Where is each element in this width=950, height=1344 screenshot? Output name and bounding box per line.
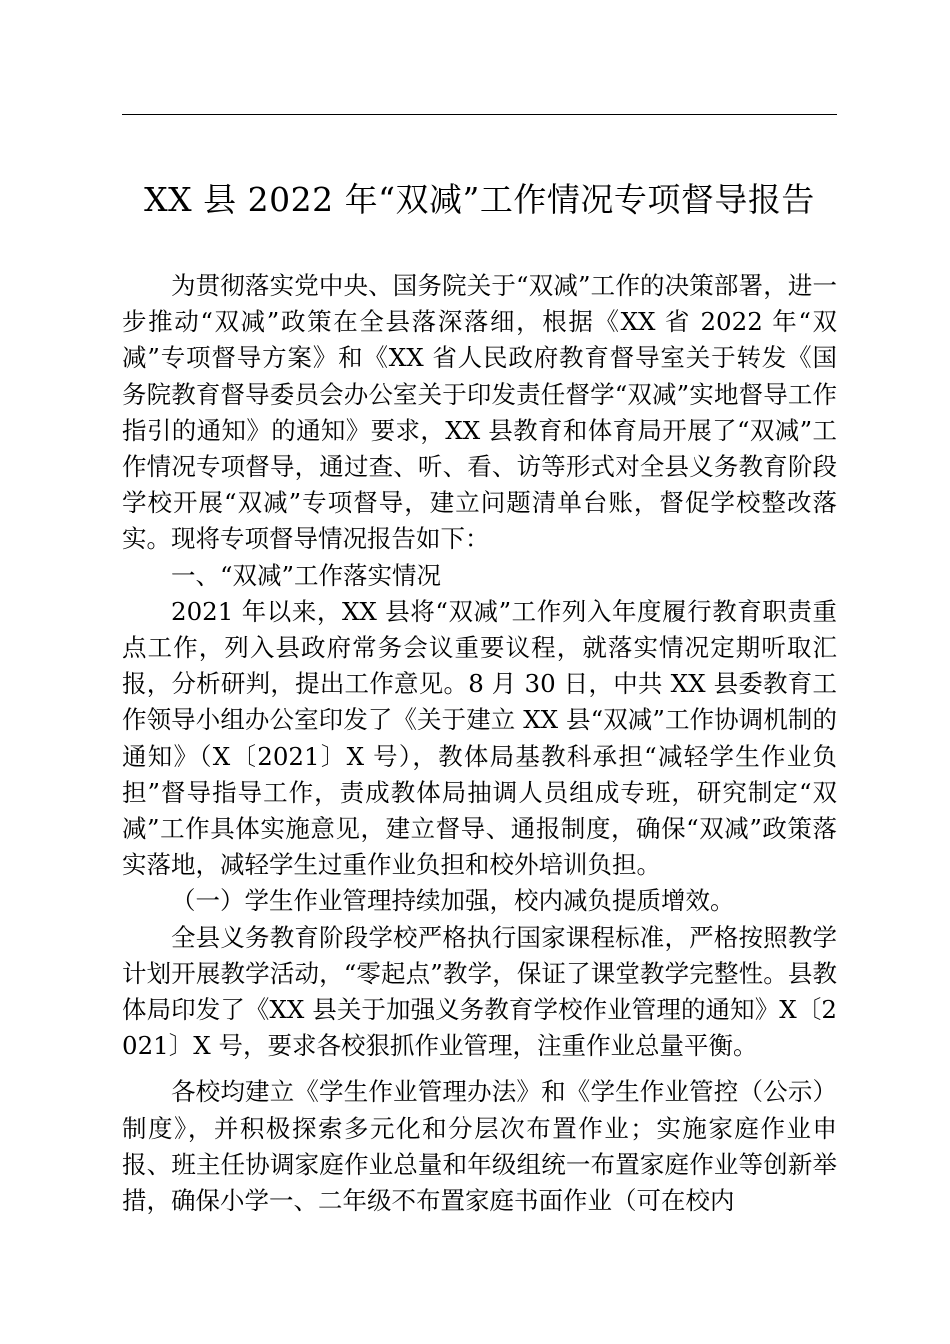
section-heading-1: 一、“双减”工作落实情况: [171, 560, 442, 590]
intro-paragraph: 为贯彻落实党中央、国务院关于“双减”工作的决策部署，进一步推动“双减”政策在全县落深落细，根据《XX 省 2022 年“双减”专项督导方案》和《XX 省人民政府教育督导室关于转发《国务院教育督导委员会办公室关于印发责任督学“双减”实地督导工作指引的通知》的通知》要求，XX 县教育和体育局开展了“双减”工作情况专项督导，通过查、听、看、访等形式对全县义务教育阶段学校开展“双减”专项督导，建立问题清单台账，督促学校整改落实。现将专项督导情况报告如下：: [122, 271, 837, 554]
body-paragraph: 各校均建立《学生作业管理办法》和《学生作业管控（公示）制度》，并积极探索多元化和分层次布置作业；实施家庭作业申报、班主任协调家庭作业总量和年级组统一布置家庭作业等创新举措，确保小学一、二年级不布置家庭书面作业（可在校内: [122, 1077, 837, 1216]
subsection-heading-1: （一）学生作业管理持续加强，校内减负提质增效。: [171, 886, 735, 916]
document-body: [122, 268, 837, 1219]
document-title: XX 县 2022 年“双减”工作情况专项督导报告: [144, 180, 815, 219]
body-paragraph: 2021 年以来，XX 县将“双减”工作列入年度履行教育职责重点工作，列入县政府常务会议重要议程，就落实情况定期听取汇报，分析研判，提出工作意见。8 月 30 日，中共 XX 县委教育工作领导小组办公室印发了《关于建立 XX 县“双减”工作协调机制的通知》（X〔2021〕X 号），教体局基教科承担“减轻学生作业负担”督导指导工作，责成教体局抽调人员组成专班，研究制定“双减”工作具体实施意见，建立督导、通报制度，确保“双减”政策落实落地，减轻学生过重作业负担和校外培训负担。: [122, 596, 837, 880]
body-paragraph: 全县义务教育阶段学校严格执行国家课程标准，严格按照教学计划开展教学活动，“零起点”教学，保证了课堂教学完整性。县教体局印发了《XX 县关于加强义务教育学校作业管理的通知》X〔2021〕X 号，要求各校狠抓作业管理，注重作业总量平衡。: [122, 922, 837, 1061]
header-rule: [122, 114, 837, 115]
